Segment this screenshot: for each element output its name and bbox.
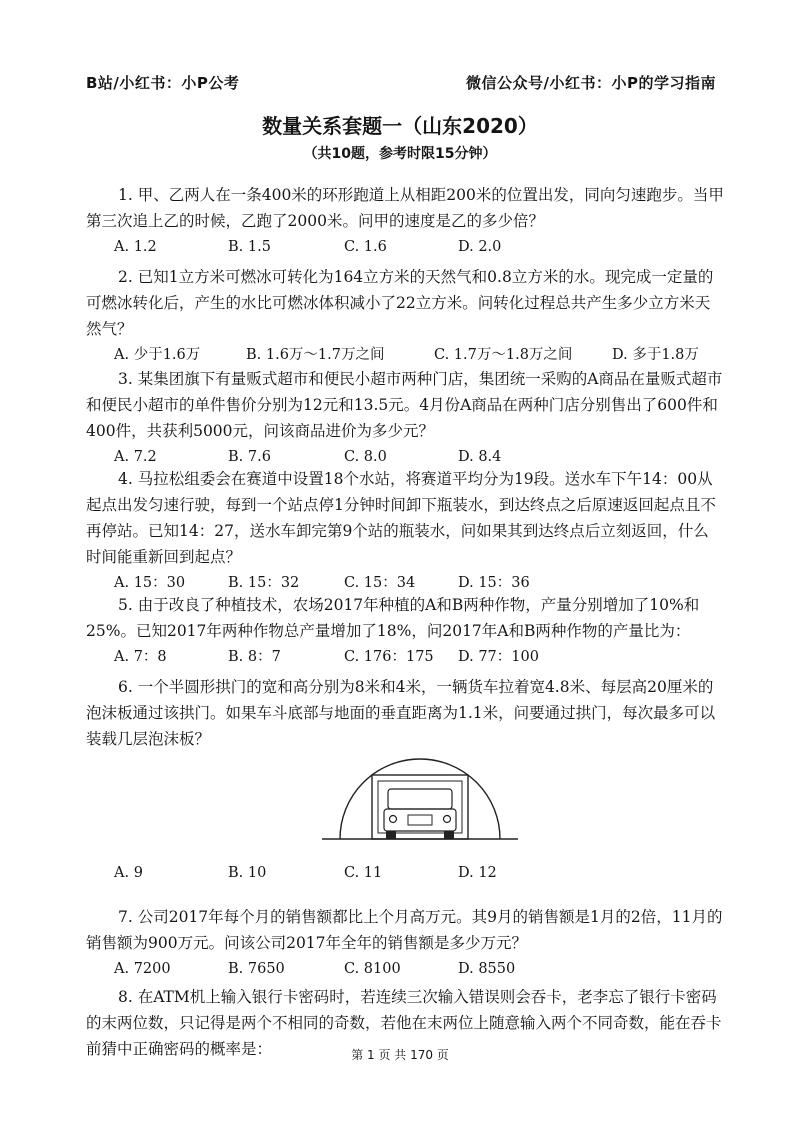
header-left: B站/小红书：小P公考	[86, 74, 240, 92]
option-a: A. 15：30	[114, 575, 186, 591]
option-d: D. 8550	[458, 961, 516, 977]
truck-grille	[408, 815, 432, 825]
option-d: D. 多于1.8万	[612, 347, 699, 363]
options-row	[86, 860, 724, 884]
question-stem: 3. 某集团旗下有量贩式超市和便民小超市两种门店，集团统一采购的A商品在量贩式超市和便民小超市的单件售价分别为12元和13.5元。4月份A商品在两种门店分别售出了600件和400件，共获利5000元，问该商品进价为多少元？	[86, 370, 723, 440]
truck-headlight-right	[444, 816, 451, 823]
option-d: D. 2.0	[458, 239, 502, 255]
question-6	[86, 674, 724, 752]
option-b: B. 7650	[228, 961, 285, 977]
truck-wheel-left	[386, 831, 396, 839]
truck-wheel-right	[444, 831, 454, 839]
page-footer: 第 1 页 共 170 页	[351, 1048, 449, 1062]
question-stem: 1. 甲、乙两人在一条400米的环形跑道上从相距200米的位置出发，同向匀速跑步。当甲第三次追上乙的时候，乙跑了2000米。问甲的速度是乙的多少倍？	[86, 186, 724, 230]
option-b: B. 8：7	[228, 649, 281, 665]
option-b: B. 1.6万～1.7万之间	[246, 347, 385, 363]
question-stem: 4. 马拉松组委会在赛道中设置18个水站，将赛道平均分为19段。送水车下午14：00从起点出发匀速行驶，每到一个站点停1分钟时间卸下瓶装水，到达终点之后原速返回起点且不再停站。已知14：27，送水车卸完第9个站的瓶装水，问如果其到达终点后立刻返回，什么时间能重新回到起点？	[86, 470, 716, 566]
options-row	[86, 342, 724, 366]
option-d: D. 77：100	[458, 649, 539, 665]
page-title: 数量关系套题一（山东2020）	[262, 114, 538, 138]
option-d: D. 15：36	[458, 575, 530, 591]
option-c: C. 8100	[344, 961, 401, 977]
option-a: A. 9	[114, 865, 143, 881]
question-1	[86, 182, 724, 258]
option-c: C. 1.6	[344, 239, 387, 255]
arch-curve	[340, 759, 500, 839]
option-a: A. 7200	[114, 961, 171, 977]
option-b: B. 15：32	[228, 575, 300, 591]
question-stem: 7. 公司2017年每个月的销售额都比上个月高万元。其9月的销售额是1月的2倍，11月的销售额为900万元。问该公司2017年全年的销售额是多少万元？	[86, 908, 723, 952]
foam-board-load	[372, 775, 468, 839]
question-3	[86, 366, 724, 468]
truck-headlight-left	[390, 816, 397, 823]
option-a: A. 少于1.6万	[114, 347, 201, 363]
question-7	[86, 904, 724, 980]
question-6-options	[86, 860, 724, 884]
question-stem: 2. 已知1立方米可燃冰可转化为164立方米的天然气和0.8立方米的水。现完成一定量的可燃冰转化后，产生的水比可燃冰体积减小了22立方米。问转化过程总共产生多少立方米天然气？	[86, 268, 714, 338]
page-subtitle: （共10题，参考时限15分钟）	[303, 146, 497, 162]
question-5	[86, 592, 724, 668]
option-c: C. 8.0	[344, 449, 387, 465]
option-a: A. 7：8	[114, 649, 167, 665]
question-2	[86, 264, 724, 366]
option-a: A. 7.2	[114, 449, 157, 465]
option-d: D. 12	[458, 865, 497, 881]
question-4	[86, 466, 724, 594]
option-c: C. 15：34	[344, 575, 416, 591]
options-row	[86, 644, 724, 668]
options-row	[86, 234, 724, 258]
arch-diagram	[320, 755, 520, 855]
question-stem: 6. 一个半圆形拱门的宽和高分别为8米和4米，一辆货车拉着宽4.8米、每层高20厘米的泡沫板通过该拱门。如果车斗底部与地面的垂直距离为1.1米，问要通过拱门，每次最多可以装载几层泡沫板？	[86, 678, 716, 748]
option-c: C. 1.7万～1.8万之间	[434, 347, 573, 363]
option-b: B. 10	[228, 865, 267, 881]
options-row	[86, 956, 724, 980]
option-a: A. 1.2	[114, 239, 157, 255]
header-right: 微信公众号/小红书：小P的学习指南	[466, 74, 716, 92]
option-c: C. 176：175	[344, 649, 434, 665]
truck-windshield	[388, 789, 452, 809]
question-stem: 8. 在ATM机上输入银行卡密码时，若连续三次输入错误则会吞卡，老李忘了银行卡密码的末两位数，只记得是两个不相同的奇数，若他在末两位上随意输入两个不同奇数，能在吞卡前猜中正确密码的概率是：	[86, 988, 722, 1058]
truck-body	[384, 809, 456, 831]
option-d: D. 8.4	[458, 449, 502, 465]
question-stem: 5. 由于改良了种植技术，农场2017年种植的A和B两种作物，产量分别增加了10%和25%。已知2017年两种作物总产量增加了18%，问2017年A和B两种作物的产量比为：	[86, 596, 700, 640]
options-row	[86, 444, 724, 468]
options-row	[86, 570, 724, 594]
option-c: C. 11	[344, 865, 383, 881]
option-b: B. 1.5	[228, 239, 271, 255]
option-b: B. 7.6	[228, 449, 271, 465]
